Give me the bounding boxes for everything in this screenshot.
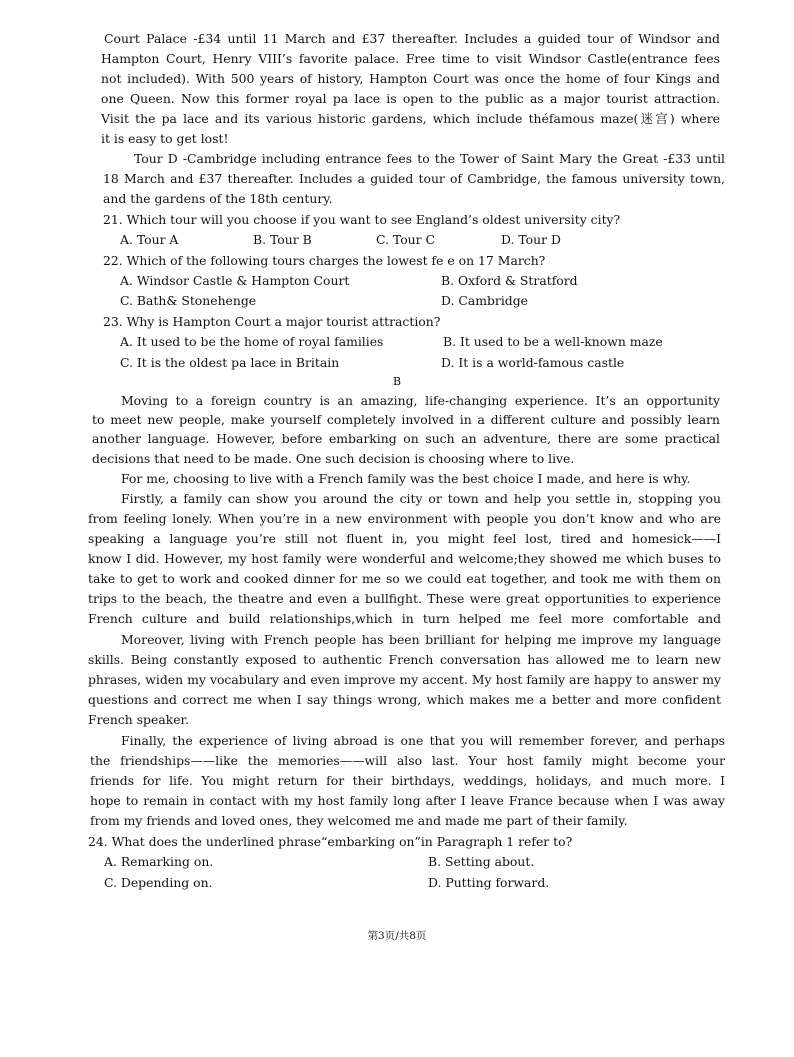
passage-line: to meet new people, make yourself completely involved in a different culture and possibly learn [92,412,720,427]
passage-line: not included). With 500 years of history, Hampton Court was once the home of four Kings and [101,71,720,86]
option-b: B. Setting about. [428,854,535,869]
passage-line: trips to the beach, the theatre and even a bullfight. These were great opportunities to experience [88,591,721,606]
option-b: B. Tour B [253,232,312,247]
option-a: A. It used to be the home of royal families [120,334,384,349]
passage-line: and the gardens of the 18th century. [103,191,333,206]
passage-line: from my friends and loved ones, they welcomed me and made me part of their family. [90,813,628,828]
passage-line: the friendships——like the memories——will also last. Your host family might become your [90,753,725,768]
passage-line: from feeling lonely. When you’re in a new environment with people you don’t know and who are [88,511,721,526]
passage-line: Hampton Court, Henry VIII’s favorite palace. Free time to visit Windsor Castle(entrance fees [101,51,720,66]
passage-line: French culture and build relationships,which in turn helped me feel more comfortable and [88,611,721,626]
passage-line: it is easy to get lost! [101,131,229,146]
passage-line: friends for life. You might return for their birthdays, weddings, holidays, and much more. I [90,773,725,788]
passage-line: Tour D -Cambridge including entrance fees to the Tower of Saint Mary the Great -£33 until [134,151,725,166]
question-stem: 22. Which of the following tours charges the lowest fe e on 17 March? [103,253,546,268]
question-stem: 24. What does the underlined phrase“embarking on”in Paragraph 1 refer to? [88,834,573,849]
passage-line: French speaker. [88,712,190,727]
option-c: C. It is the oldest pa lace in Britain [120,355,340,370]
question-stem: 21. Which tour will you choose if you want to see England’s oldest university city? [103,212,621,227]
option-d: D. Tour D [501,232,561,247]
passage-line: Firstly, a family can show you around the city or town and help you settle in, stopping you [121,491,721,506]
passage-line: decisions that need to be made. One such decision is choosing where to live. [92,451,575,466]
option-b: B. Oxford & Stratford [441,273,578,288]
option-a: A. Remarking on. [104,854,214,869]
passage-line: know I did. However, my host family were wonderful and welcome;they showed me which buses to [88,551,721,566]
passage-line: one Queen. Now this former royal pa lace is open to the public as a major tourist attraction. [101,91,720,106]
passage-line: 18 March and £37 thereafter. Includes a guided tour of Cambridge, the famous university town, [103,171,725,186]
passage-line: another language. However, before embarking on such an adventure, there are some practical [92,431,720,446]
question-stem: 23. Why is Hampton Court a major tourist attraction? [103,314,441,329]
passage-line: Court Palace -£34 until 11 March and £37 thereafter. Includes a guided tour of Windsor and [104,31,720,46]
passage-line: take to get to work and cooked dinner for me so we could eat together, and took me with them on [88,571,721,586]
passage-line: Moving to a foreign country is an amazing, life-changing experience. It’s an opportunity [121,393,720,408]
option-d: D. Putting forward. [428,875,550,890]
option-c: C. Bath& Stonehenge [120,293,257,308]
passage-line: Finally, the experience of living abroad is one that you will remember forever, and perhaps [121,733,725,748]
passage-line: speaking a language you’re still not fluent in, you might feel lost, tired and homesick——I [88,531,721,546]
passage-line: Moreover, living with French people has been brilliant for helping me improve my language [121,632,721,647]
option-b: B. It used to be a well-known maze [443,334,663,349]
passage-line: Visit the pa lace and its various historic gardens, which include théfamous maze(迷宫) where [101,111,720,126]
page-number: 第3页/共8页 [367,930,427,942]
passage-line: phrases, widen my vocabulary and even improve my accent. My host family are happy to answer my [88,672,721,687]
option-c: C. Tour C [376,232,435,247]
section-heading: B [392,375,402,388]
passage-line: skills. Being constantly exposed to authentic French conversation has allowed me to learn new [88,652,721,667]
option-a: A. Windsor Castle & Hampton Court [120,273,350,288]
option-c: C. Depending on. [104,875,213,890]
passage-line: hope to remain in contact with my host family long after I leave France because when I was away [90,793,725,808]
option-a: A. Tour A [120,232,179,247]
passage-line: For me, choosing to live with a French family was the best choice I made, and here is why. [121,471,691,486]
option-d: D. It is a world-famous castle [441,355,625,370]
option-d: D. Cambridge [441,293,529,308]
passage-line: questions and correct me when I say things wrong, which makes me a better and more confident [88,692,721,707]
